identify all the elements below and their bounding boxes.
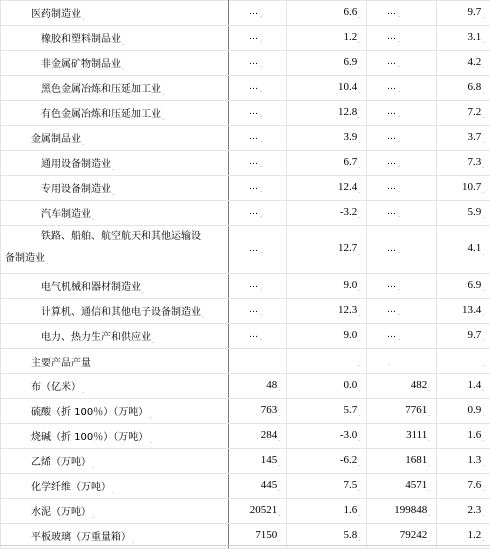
- cell-month-value: $20521_.$: [229, 499, 287, 524]
- cell-cumulative-growth: $3.7_.$: [437, 126, 490, 151]
- table-row: [1, 449, 490, 474]
- cell-cumulative-growth: $13.4_.$: [437, 299, 490, 324]
- cell-month-growth: $3.9_.$: [287, 126, 367, 151]
- row-label: 汽车制造业$_.$: [1, 201, 229, 226]
- cell-month-growth: $12.3_.$: [287, 299, 367, 324]
- cell-month-value: $\dots_.$: [229, 324, 287, 349]
- cell-cumulative-growth: $0.9_.$: [437, 399, 490, 424]
- cell-month-value: $\dots_.$: [229, 1, 287, 26]
- cell-month-growth: $0.0_.$: [287, 374, 367, 399]
- table-row: [1, 76, 490, 101]
- row-label: 医药制造业$_.$: [1, 1, 229, 26]
- bottom-divider: [0, 545, 490, 546]
- table-row: [1, 51, 490, 76]
- cell-month-growth: $1.6_.$: [287, 499, 367, 524]
- table-row: [1, 324, 490, 349]
- cell-month-growth: $12.8_.$: [287, 101, 367, 126]
- cell-month-value: $\dots_.$: [229, 201, 287, 226]
- cell-month-value: [229, 349, 287, 374]
- cell-cumulative-value: .: [367, 349, 437, 374]
- cell-cumulative-growth: $1.2_.$: [437, 524, 490, 549]
- cell-month-value: $445_.$: [229, 474, 287, 499]
- cell-cumulative-growth: $4.2_.$: [437, 51, 490, 76]
- cell-cumulative-value: $\dots_.$: [367, 1, 437, 26]
- cell-cumulative-value: $\dots_.$: [367, 76, 437, 101]
- table-row: [1, 499, 490, 524]
- cell-month-value: $763_.$: [229, 399, 287, 424]
- cell-month-value: $\dots_.$: [229, 76, 287, 101]
- cell-month-growth: $10.4_.$: [287, 76, 367, 101]
- cell-cumulative-value: $79242_.$: [367, 524, 437, 549]
- row-label: 非金属矿物制品业$_.$: [1, 51, 229, 76]
- cell-cumulative-value: $482_.$: [367, 374, 437, 399]
- cell-cumulative-value: $7761_.$: [367, 399, 437, 424]
- cell-cumulative-value: $1681_.$: [367, 449, 437, 474]
- cell-cumulative-growth: $1.3_.$: [437, 449, 490, 474]
- cell-month-value: $\dots_.$: [229, 51, 287, 76]
- table-body: [1, 1, 490, 549]
- cell-month-growth: $6.9_.$: [287, 51, 367, 76]
- cell-cumulative-value: $\dots_.$: [367, 299, 437, 324]
- cell-cumulative-value: $\dots_.$: [367, 324, 437, 349]
- table-row: [1, 26, 490, 51]
- cell-cumulative-growth: $6.8_.$: [437, 76, 490, 101]
- cell-month-growth: $5.8_.$: [287, 524, 367, 549]
- cell-month-value: $\dots_.$: [229, 299, 287, 324]
- row-label: 烧碱（折 100％）（万吨）$_.$: [1, 424, 229, 449]
- cell-month-growth: $-3.0_.$: [287, 424, 367, 449]
- cell-cumulative-growth: $7.6_.$: [437, 474, 490, 499]
- cell-month-value: $284_.$: [229, 424, 287, 449]
- cell-cumulative-growth: $10.7_.$: [437, 176, 490, 201]
- row-label: 乙烯（万吨）$_.$: [1, 449, 229, 474]
- cell-month-growth: $-3.2_.$: [287, 201, 367, 226]
- cell-month-growth: $6.7_.$: [287, 151, 367, 176]
- cell-month-growth: $9.0_.$: [287, 274, 367, 299]
- cell-cumulative-value: $\dots_.$: [367, 226, 437, 274]
- cell-month-growth: $5.7_.$: [287, 399, 367, 424]
- cell-month-growth: $-6.2_.$: [287, 449, 367, 474]
- row-label: 有色金属冶炼和压延加工业$_.$: [1, 101, 229, 126]
- cell-cumulative-value: $199848_.$: [367, 499, 437, 524]
- cell-month-value: $\dots_.$: [229, 151, 287, 176]
- cell-cumulative-growth: $9.7_.$: [437, 1, 490, 26]
- cell-month-value: $\dots_.$: [229, 126, 287, 151]
- cell-month-value: $7150_.$: [229, 524, 287, 549]
- table-row: [1, 274, 490, 299]
- cell-month-growth: $12.4_.$: [287, 176, 367, 201]
- table-row: [1, 374, 490, 399]
- cell-cumulative-value: $3111_.$: [367, 424, 437, 449]
- table-row: [1, 201, 490, 226]
- cell-cumulative-value: $\dots_.$: [367, 151, 437, 176]
- row-label: 通用设备制造业$_.$: [1, 151, 229, 176]
- row-label: 平板玻璃（万重量箱）$_.$: [1, 524, 229, 549]
- cell-cumulative-growth: $1.6_.$: [437, 424, 490, 449]
- cell-cumulative-value: $\dots_.$: [367, 101, 437, 126]
- cell-month-growth: $7.5_.$: [287, 474, 367, 499]
- cell-cumulative-growth: $6.9_.$: [437, 274, 490, 299]
- row-label: 专用设备制造业$_.$: [1, 176, 229, 201]
- cell-month-value: $\dots_.$: [229, 274, 287, 299]
- table-row: [1, 474, 490, 499]
- cell-month-growth: $9.0_.$: [287, 324, 367, 349]
- cell-cumulative-value: $\dots_.$: [367, 51, 437, 76]
- cell-cumulative-growth: $7.3_.$: [437, 151, 490, 176]
- row-label: 金属制品业$_.$: [1, 126, 229, 151]
- row-label: 主要产品产量: [1, 349, 229, 374]
- table-row: [1, 151, 490, 176]
- cell-cumulative-growth: $5.9_.$: [437, 201, 490, 226]
- cell-month-value: $145_.$: [229, 449, 287, 474]
- row-label: 硫酸（折 100％）（万吨）$_.$: [1, 399, 229, 424]
- table-row: [1, 126, 490, 151]
- cell-cumulative-growth: $3.1_.$: [437, 26, 490, 51]
- cell-cumulative-value: $\dots_.$: [367, 26, 437, 51]
- row-label: 水泥（万吨）$_.$: [1, 499, 229, 524]
- cell-cumulative-growth: $1.4_.$: [437, 374, 490, 399]
- cell-month-growth: $6.6_.$: [287, 1, 367, 26]
- cell-cumulative-value: $4571_.$: [367, 474, 437, 499]
- row-label: 布（亿米）$_.$: [1, 374, 229, 399]
- cell-month-value: $\dots_.$: [229, 176, 287, 201]
- cell-cumulative-value: $\dots_.$: [367, 274, 437, 299]
- table-row: [1, 226, 490, 274]
- cell-month-value: $\dots_.$: [229, 26, 287, 51]
- table-row: [1, 176, 490, 201]
- row-label: 黑色金属冶炼和压延加工业$_.$: [1, 76, 229, 101]
- cell-month-value: $48_.$: [229, 374, 287, 399]
- table-row: [1, 424, 490, 449]
- table-row: [1, 101, 490, 126]
- row-label: 计算机、通信和其他电子设备制造业$_.$: [1, 299, 229, 324]
- cell-month-growth: .: [287, 349, 367, 374]
- cell-cumulative-growth: $2.3_.$: [437, 499, 490, 524]
- cell-month-growth: $1.2_.$: [287, 26, 367, 51]
- cell-cumulative-value: $\dots_.$: [367, 176, 437, 201]
- cell-cumulative-value: $\dots_.$: [367, 201, 437, 226]
- row-label: 电力、热力生产和供应业$_.$: [1, 324, 229, 349]
- cell-cumulative-growth: $4.1_.$: [437, 226, 490, 274]
- row-label: 铁路、船舶、航空航天和其他运输设 备制造业$_.$: [1, 226, 229, 274]
- cell-month-value: $\dots_.$: [229, 226, 287, 274]
- row-label: 橡胶和塑料制品业$_.$: [1, 26, 229, 51]
- table-row: [1, 349, 490, 374]
- cell-cumulative-growth: .: [437, 349, 490, 374]
- cell-cumulative-growth: $9.7_.$: [437, 324, 490, 349]
- row-label: 化学纤维（万吨）$_.$: [1, 474, 229, 499]
- cell-month-value: $\dots_.$: [229, 101, 287, 126]
- cell-month-growth: $12.7_.$: [287, 226, 367, 274]
- table-row: [1, 299, 490, 324]
- cell-cumulative-growth: $7.2_.$: [437, 101, 490, 126]
- cell-cumulative-value: $\dots_.$: [367, 126, 437, 151]
- row-label: 电气机械和器材制造业$_.$: [1, 274, 229, 299]
- table-row: [1, 1, 490, 26]
- table-row: [1, 399, 490, 424]
